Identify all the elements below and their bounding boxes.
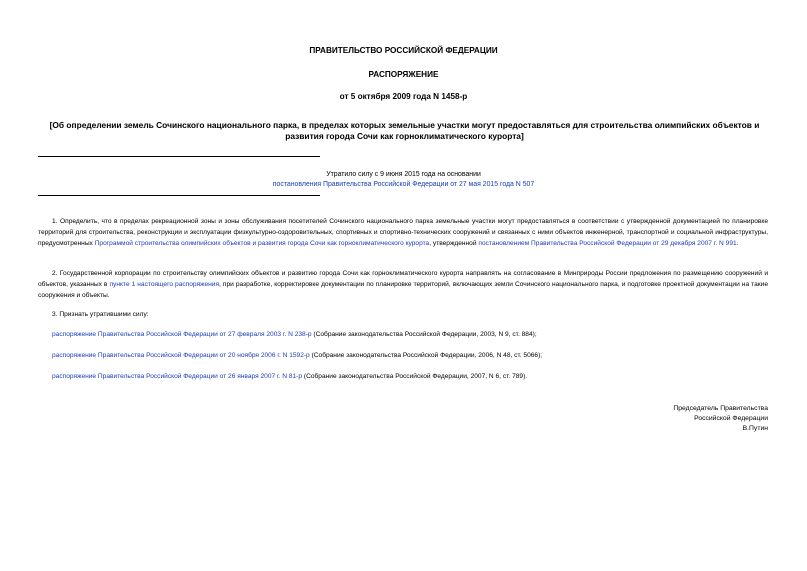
paragraph-3: 3. Признать утратившими силу: <box>52 311 149 318</box>
signature-title-2: Российской Федерации <box>694 415 768 422</box>
repealed-item-source: (Собрание законодательства Российской Федерации, 2006, N 48, ст. 5066); <box>309 352 543 359</box>
divider-top <box>38 156 320 157</box>
program-link[interactable]: Программой строительства олимпийских объектов и развития города Сочи как горноклиматического курорта <box>94 240 430 247</box>
resolution-991-link[interactable]: постановлением Правительства Российской Федерации от 29 декабря 2007 г. N 991 <box>478 240 737 247</box>
document-title: [Об определении земель Сочинского национального парка, в пределах которых земельные участки могут предоставляться для строительства олимпийских объектов и развития города Сочи как горноклиматического курорта] <box>49 120 760 141</box>
repealed-item-link[interactable]: распоряжение Правительства Российской Федерации от 26 января 2007 г. N 81-р <box>52 373 303 380</box>
point-1-link[interactable]: пункте 1 настоящего распоряжения <box>109 281 220 288</box>
repealed-item-link[interactable]: распоряжение Правительства Российской Федерации от 27 февраля 2003 г. N 238-р <box>52 331 312 338</box>
document-date-number: от 5 октября 2009 года N 1458-р <box>339 92 468 101</box>
government-heading: ПРАВИТЕЛЬСТВО РОССИЙСКОЙ ФЕДЕРАЦИИ <box>309 46 498 55</box>
paragraph-1-text-b: , утвержденной <box>429 240 479 247</box>
paragraph-2-text-a: 2. Государственной корпорации по строительству олимпийских объектов и развитию города Сочи как горноклиматического курорта направлять на согласование в Минприроды России предложения по размещению сооружений и объектов, указанных в <box>38 270 768 288</box>
repealed-item-link[interactable]: распоряжение Правительства Российской Федерации от 20 ноября 2006 г. N 1592-р <box>52 352 310 359</box>
divider-bottom <box>38 195 320 196</box>
paragraph-2 <box>38 268 768 301</box>
status-note: Утратило силу с 9 июня 2015 года на основании <box>326 171 481 178</box>
repealed-item <box>52 331 537 338</box>
signatory-name: В.Путин <box>742 425 768 432</box>
repealed-item-source: (Собрание законодательства Российской Федерации, 2007, N 6, ст. 789). <box>302 373 528 380</box>
document-type: РАСПОРЯЖЕНИЕ <box>368 70 439 79</box>
repealed-item <box>52 352 542 359</box>
status-note-link[interactable]: постановления Правительства Российской Федерации от 27 мая 2015 года N 507 <box>272 181 535 188</box>
paragraph-1-text-c: . <box>736 240 739 247</box>
repealed-item-source: (Собрание законодательства Российской Федерации, 2003, N 9, ст. 884); <box>311 331 537 338</box>
paragraph-1-text-a: 1. Определить, что в пределах рекреационной зоны и зоны обслуживания посетителей Сочинского национального парка земельные участки могут предоставляться в соответствии с утвержденной документацией по планировке территорий для строительства, реконструкции и эксплуатации физкультурно-оздоровительных, спортивных и спортивно-технических сооружений и связанных с ними объектов инженерной, транспортной и социальной инфраструктуры, предусмотренных <box>38 218 768 247</box>
paragraph-1 <box>38 216 768 249</box>
repealed-item <box>52 373 527 380</box>
paragraph-2-text-b: , при разработке, корректировке документации по планировке территорий, включающих земли Сочинского национального парка, и подготовке проектной документации на такие сооружения и объекты. <box>38 281 768 299</box>
signature-title-1: Председатель Правительства <box>673 405 768 412</box>
status-note-link-row <box>0 181 807 188</box>
